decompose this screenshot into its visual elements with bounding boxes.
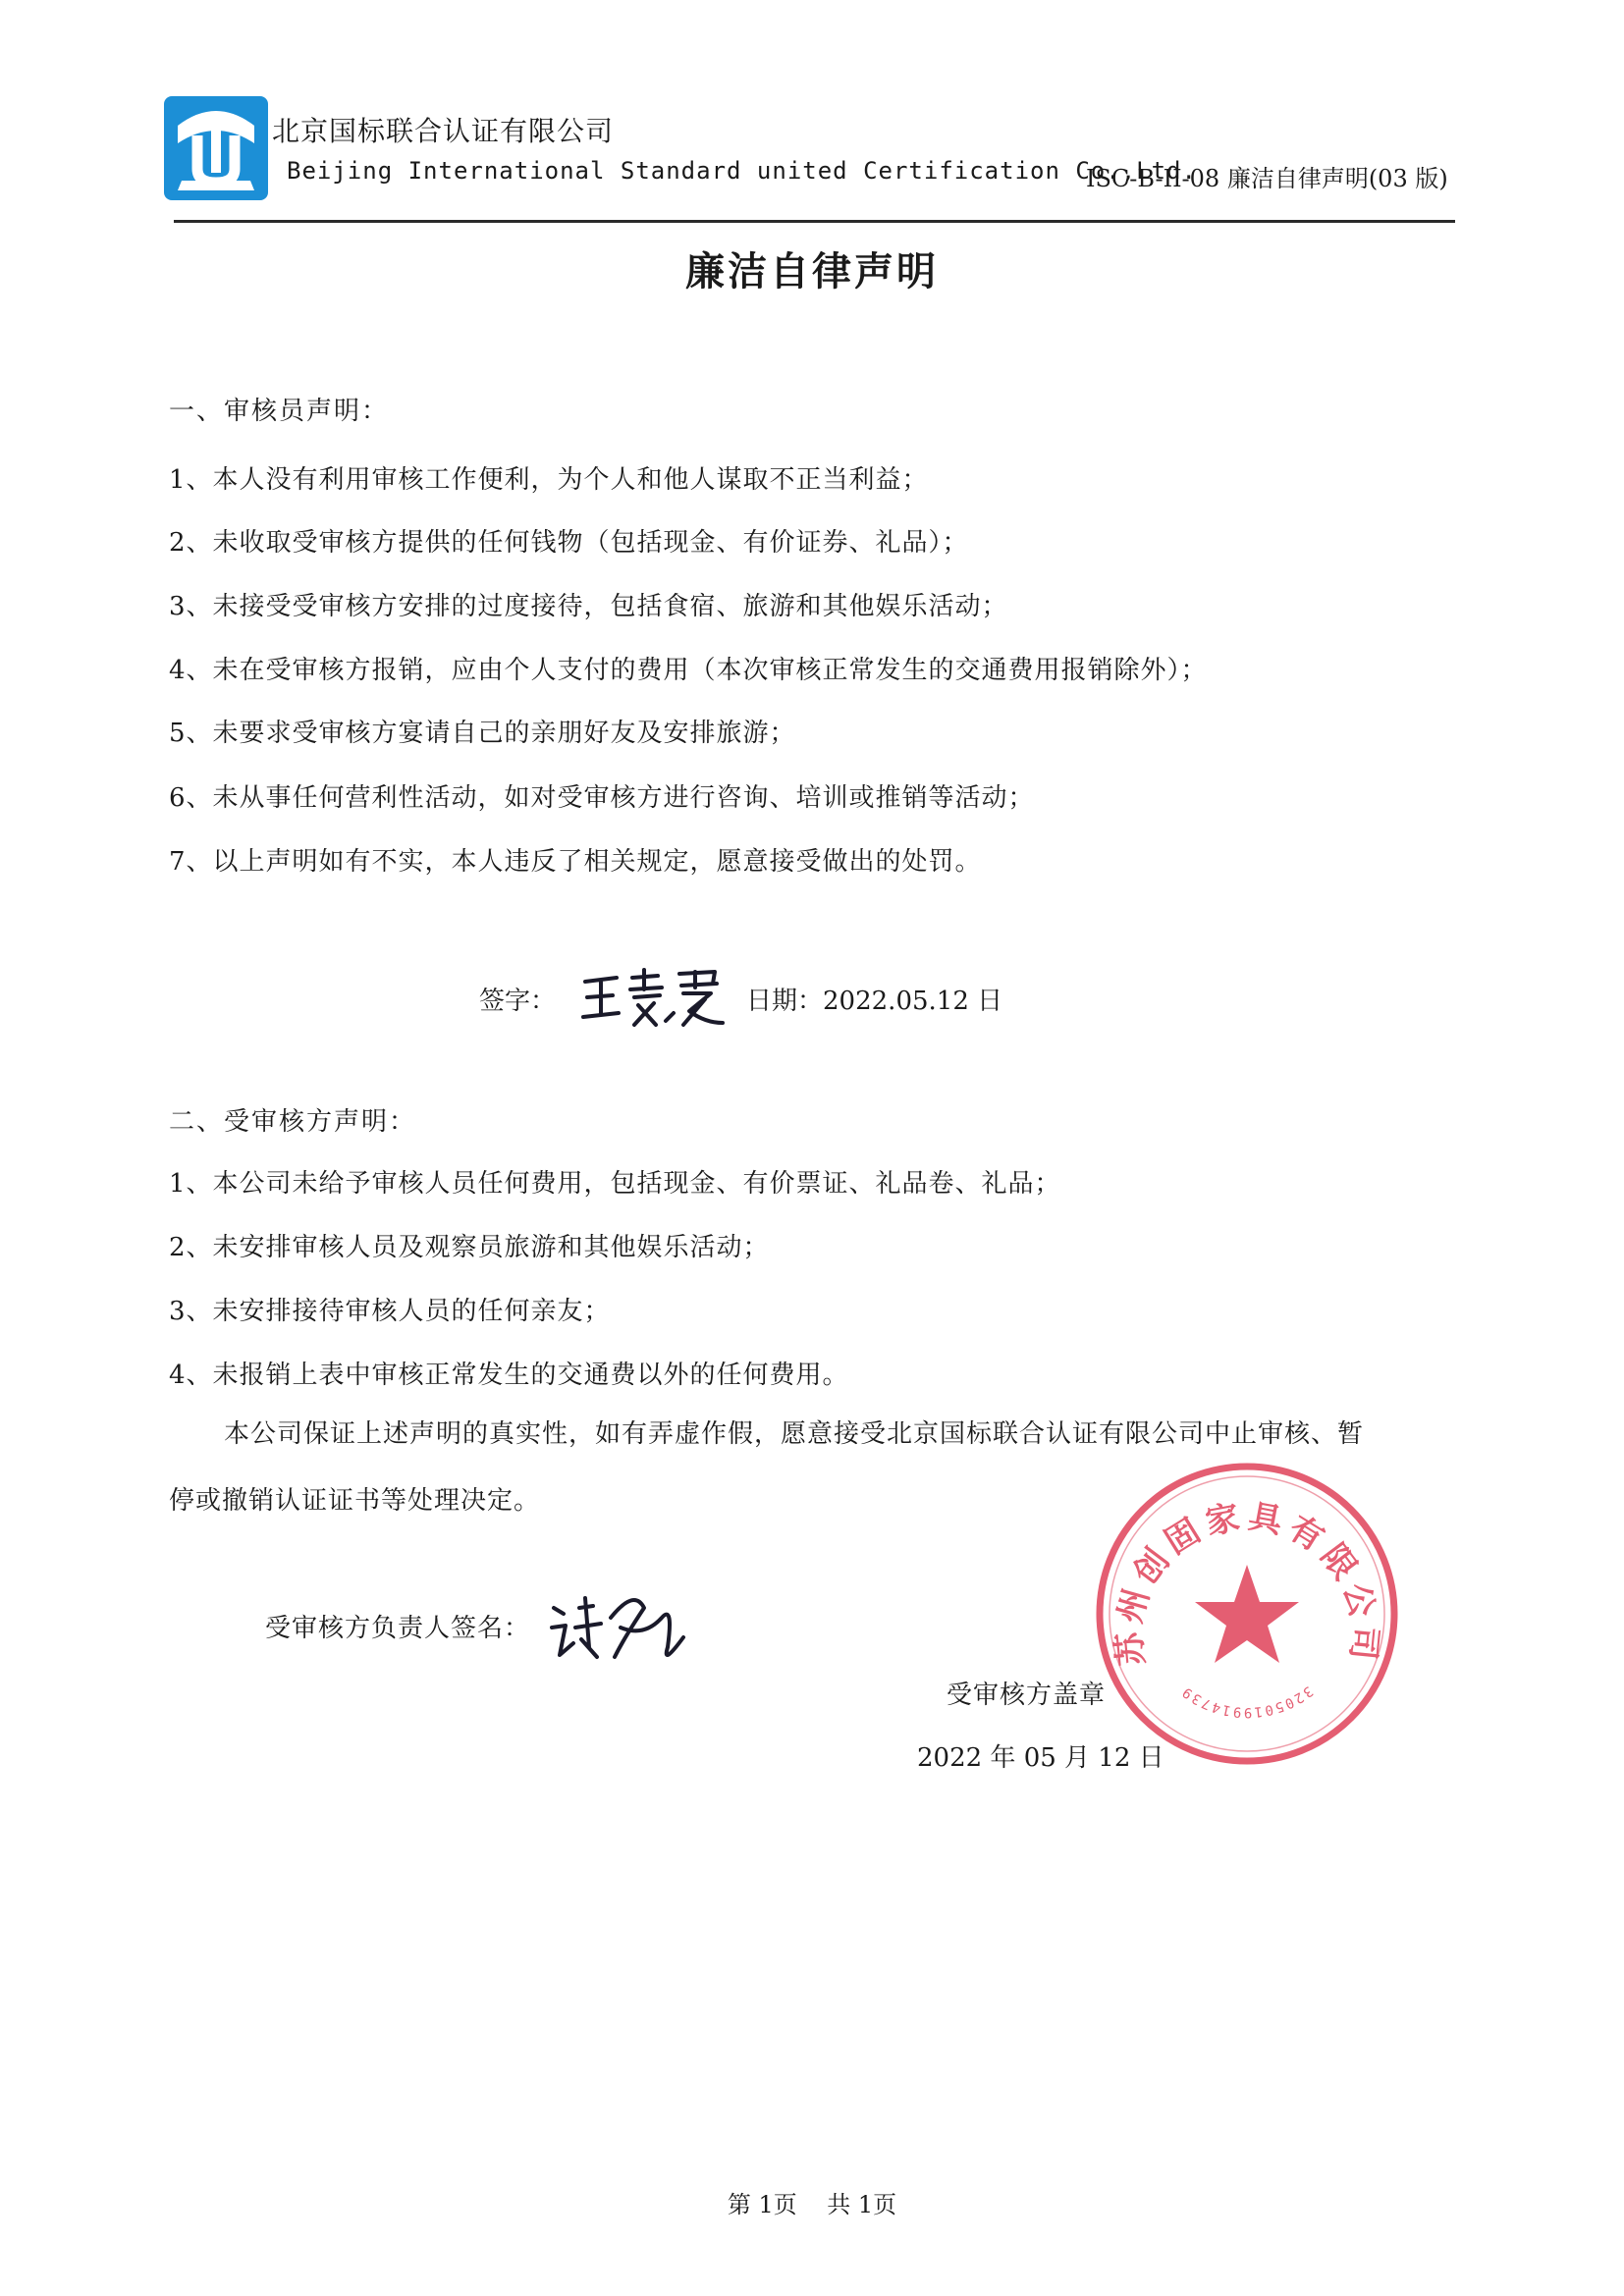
- auditor-signature: [579, 964, 727, 1033]
- auditee-item: 3、未安排接待审核人员的任何亲友；: [169, 1297, 611, 1326]
- header-divider: [174, 220, 1455, 223]
- responsible-signature: [546, 1578, 693, 1667]
- auditor-item: 6、未从事任何营利性活动，如对受审核方进行咨询、培训或推销等活动；: [169, 783, 1035, 813]
- page-footer: 第 1页 共 1页: [727, 2191, 897, 2218]
- auditor-item: 2、未收取受审核方提供的任何钱物（包括现金、有价证券、礼品）；: [169, 528, 969, 558]
- auditee-item: 1、本公司未给予审核人员任何费用，包括现金、有价票证、礼品卷、礼品；: [169, 1169, 1061, 1199]
- auditee-item: 4、未报销上表中审核正常发生的交通费以外的任何费用。: [169, 1361, 849, 1390]
- svg-text:苏州创固家具有限公司: 苏州创固家具有限公司: [1109, 1496, 1385, 1668]
- guarantee-paragraph-cont: 停或撤销认证证书等处理决定。: [169, 1486, 541, 1516]
- auditor-item: 4、未在受审核方报销，应由个人支付的费用（本次审核正常发生的交通费用报销除外）；: [169, 656, 1208, 685]
- company-name-en: Beijing International Standard united Certification Co.,Ltd.: [287, 157, 1197, 185]
- company-name-cn: 北京国标联合认证有限公司: [272, 115, 615, 147]
- auditee-item: 2、未安排审核人员及观察员旅游和其他娱乐活动；: [169, 1233, 770, 1262]
- auditor-item: 1、本人没有利用审核工作便利，为个人和他人谋取不正当利益；: [169, 465, 929, 495]
- auditor-sign-label: 签字：: [479, 986, 557, 1016]
- auditor-sign-date: 日期：2022.05.12 日: [746, 986, 1003, 1016]
- responsible-sign-label: 受审核方负责人签名：: [265, 1614, 531, 1643]
- auditor-section-heading: 一、审核员声明：: [169, 397, 390, 426]
- auditee-section-heading: 二、受审核方声明：: [169, 1107, 417, 1137]
- seal-date: 2022 年 05 月 12 日: [917, 1743, 1164, 1773]
- auditor-item: 7、以上声明如有不实，本人违反了相关规定，愿意接受做出的处罚。: [169, 847, 982, 877]
- auditor-item: 5、未要求受审核方宴请自己的亲朋好友及安排旅游；: [169, 719, 796, 748]
- auditor-signature-row: [479, 964, 1002, 1033]
- svg-text:3205019914739: 3205019914739: [1178, 1682, 1316, 1720]
- document-title: 廉洁自律声明: [685, 249, 939, 294]
- auditor-item: 3、未接受受审核方安排的过度接待，包括食宿、旅游和其他娱乐活动；: [169, 592, 1008, 621]
- seal-label: 受审核方盖章: [947, 1681, 1107, 1710]
- guarantee-paragraph: 本公司保证上述声明的真实性，如有弄虚作假，愿意接受北京国标联合认证有限公司中止审核、暂: [224, 1419, 1365, 1449]
- company-seal-stamp: [1092, 1459, 1402, 1769]
- isc-logo-icon: [164, 96, 268, 200]
- document-code: ISC-B-II-08 廉洁自律声明(03 版): [1086, 165, 1448, 192]
